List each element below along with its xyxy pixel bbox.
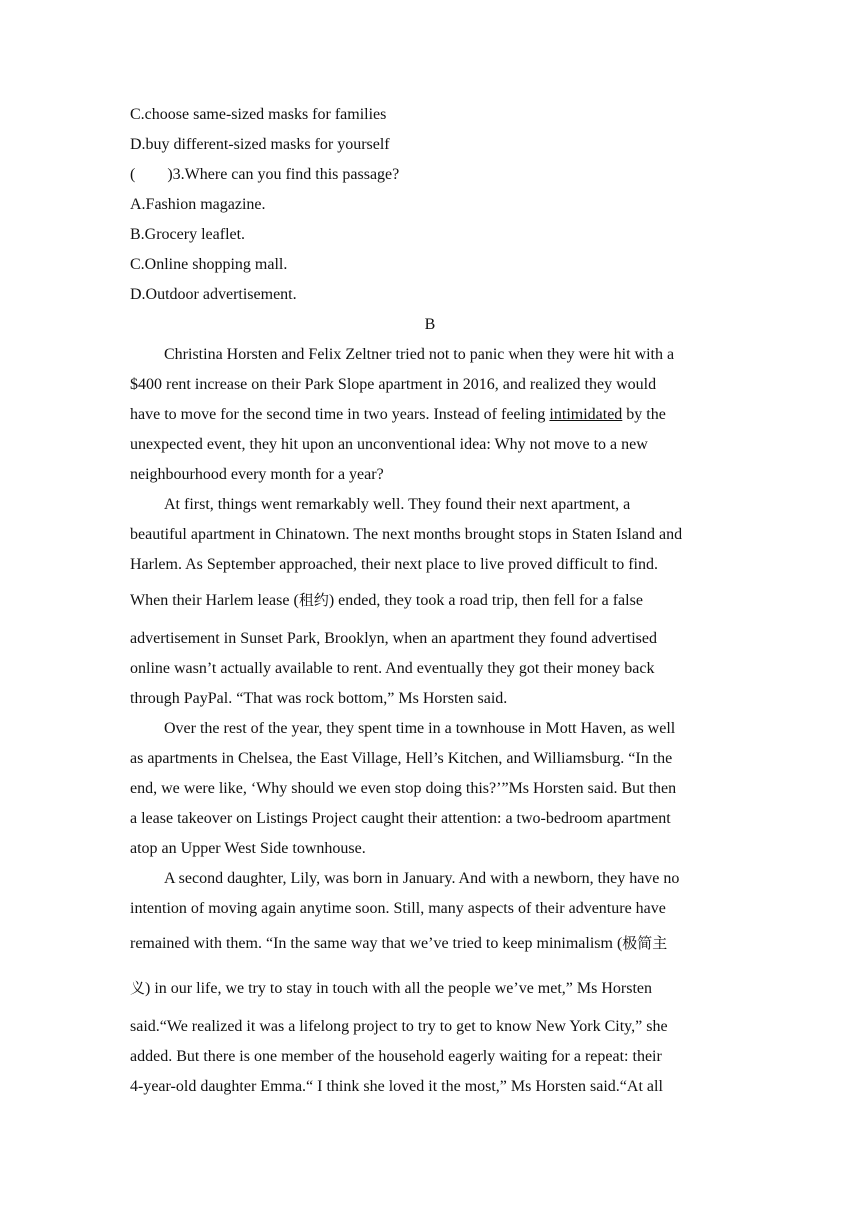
text-span: have to move for the second time in two years. Instead of feeling — [130, 406, 550, 423]
paragraph-line: Over the rest of the year, they spent time in a townhouse in Mott Haven, as well — [164, 720, 676, 737]
paragraph-line: online wasn’t actually available to rent. And eventually they got their money back — [130, 660, 655, 677]
paragraph-line: $400 rent increase on their Park Slope apartment in 2016, and realized they would — [130, 376, 657, 393]
paragraph-line: 4-year-old daughter Emma.“ I think she loved it the most,” Ms Horsten said.“At all — [130, 1078, 663, 1095]
text-span: ) ended, they took a road trip, then fell for a false — [328, 592, 643, 609]
paragraph-line: said.“We realized it was a lifelong project to try to get to know New York City,” she — [130, 1018, 668, 1035]
option-b-q3: B.Grocery leaflet. — [130, 226, 246, 243]
section-heading: B — [424, 316, 436, 333]
chinese-gloss: 极简主 — [622, 934, 668, 952]
paragraph-line: beautiful apartment in Chinatown. The next months brought stops in Staten Island and — [130, 526, 683, 543]
paragraph-line: through PayPal. “That was rock bottom,” Ms Horsten said. — [130, 690, 508, 707]
chinese-gloss: 租约 — [298, 591, 329, 609]
text-span: When their Harlem lease ( — [130, 592, 299, 609]
paragraph-line: as apartments in Chelsea, the East Village, Hell’s Kitchen, and Williamsburg. “In the — [130, 750, 673, 767]
text-span: remained with them. “In the same way that we’ve tried to keep minimalism ( — [130, 935, 623, 952]
paragraph-line: added. But there is one member of the household eagerly waiting for a repeat: their — [130, 1048, 662, 1065]
paragraph-line: intention of moving again anytime soon. Still, many aspects of their adventure have — [130, 900, 666, 917]
option-d-q3: D.Outdoor advertisement. — [130, 286, 297, 303]
paragraph-line — [130, 590, 730, 611]
underlined-word: intimidated — [549, 406, 623, 423]
option-d-q2: D.buy different-sized masks for yourself — [130, 136, 390, 153]
chinese-gloss: 义 — [130, 979, 146, 997]
option-c-q3: C.Online shopping mall. — [130, 256, 288, 273]
paragraph-line — [130, 405, 730, 425]
paragraph-line: neighbourhood every month for a year? — [130, 466, 384, 483]
paragraph-line — [130, 978, 730, 999]
paragraph-line: advertisement in Sunset Park, Brooklyn, when an apartment they found advertised — [130, 630, 657, 647]
paragraph-line: A second daughter, Lily, was born in January. And with a newborn, they have no — [164, 870, 680, 887]
paragraph-line: At first, things went remarkably well. They found their next apartment, a — [164, 496, 631, 513]
paragraph-line: a lease takeover on Listings Project caught their attention: a two-bedroom apartment — [130, 810, 671, 827]
option-c-q2: C.choose same-sized masks for families — [130, 106, 387, 123]
paragraph-line — [130, 933, 730, 954]
paragraph-line: Christina Horsten and Felix Zeltner tried not to panic when they were hit with a — [164, 346, 675, 363]
text-span: by the — [622, 406, 666, 423]
question-3-stem: ( )3.Where can you find this passage? — [130, 166, 400, 183]
paragraph-line: Harlem. As September approached, their next place to live proved difficult to find. — [130, 556, 658, 573]
option-a-q3: A.Fashion magazine. — [130, 196, 266, 213]
paragraph-line: unexpected event, they hit upon an unconventional idea: Why not move to a new — [130, 436, 648, 453]
text-span: ) in our life, we try to stay in touch with all the people we’ve met,” Ms Horsten — [145, 980, 652, 997]
paragraph-line: end, we were like, ‘Why should we even stop doing this?’”Ms Horsten said. But then — [130, 780, 677, 797]
paragraph-line: atop an Upper West Side townhouse. — [130, 840, 366, 857]
